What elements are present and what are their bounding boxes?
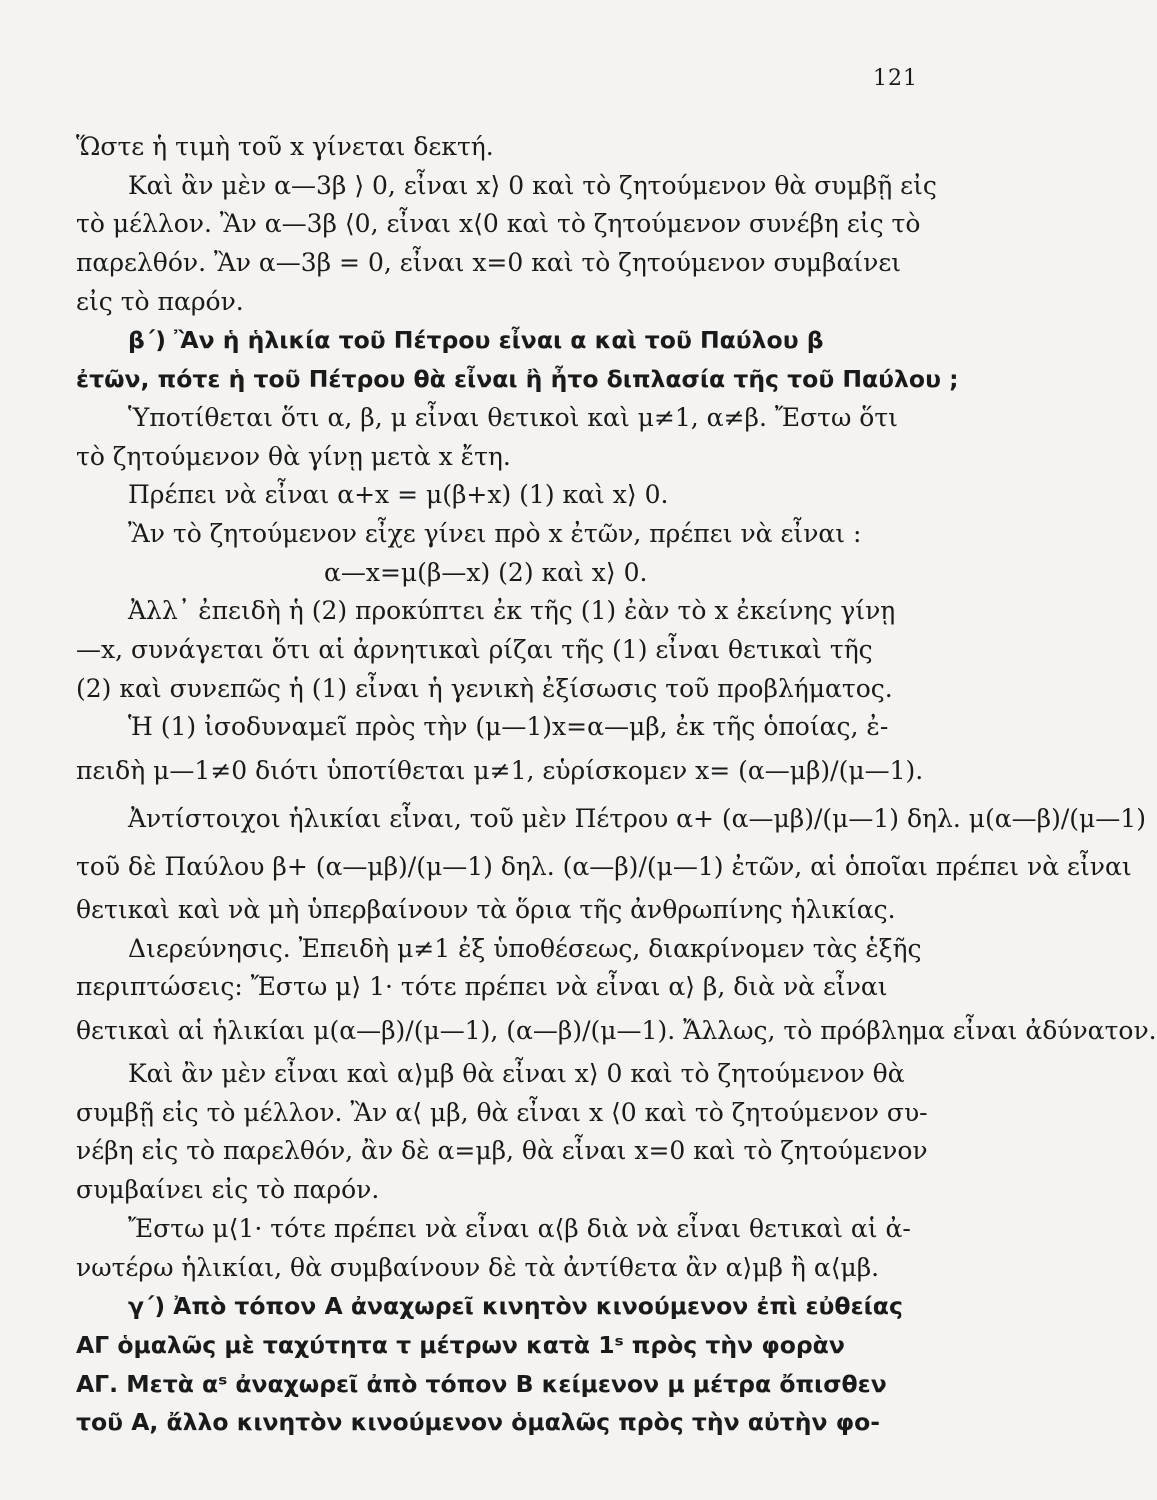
text-line-5: εἰς τὸ παρόν. (76, 286, 244, 316)
solution-x-line: πειδὴ μ—1≠0 διότι ὑποτίθεται μ≠1, εὑρίσκομεν x= (α—μβ)/(μ—1). (76, 756, 924, 785)
discussion-line-3: θετικαὶ αἱ ἡλικίαι μ(α—β)/(μ—1), (α—β)/(μ—1). Ἄλλως, τὸ πρόβλημα εἶναι ἀδύνατον. (76, 1016, 1157, 1046)
text-line-15: (2) καὶ συνεπῶς ἡ (1) εἶναι ἡ γενικὴ ἐξίσωσις τοῦ προβλήματος. (76, 673, 893, 703)
text-line-4: παρελθόν. Ἂν α—3β = 0, εἶναι x=0 καὶ τὸ ζητούμενον συμβαίνει (76, 248, 902, 278)
text-line-2: Καὶ ἂν μὲν α—3β ⟩ 0, εἶναι x⟩ 0 καὶ τὸ ζητούμενον θὰ συμβῇ εἰς (128, 170, 937, 200)
problem-b-line-1: β΄) Ἂν ἡ ἡλικία τοῦ Πέτρου εἶναι α καὶ τοῦ Παύλου β (128, 326, 824, 355)
text-line-13: Ἀλλ᾽ ἐπειδὴ ἡ (2) προκύπτει ἐκ τῆς (1) ἐὰν τὸ x ἐκείνης γίνῃ (128, 596, 896, 626)
ages-peter-line: Ἀντίστοιχοι ἡλικίαι εἶναι, τοῦ μὲν Πέτρου α+ (α—μβ)/(μ—1) δηλ. μ(α—β)/(μ—1) (128, 804, 1146, 833)
text-line-16: Ἡ (1) ἰσοδυναμεῖ πρὸς τὴν (μ—1)x=α—μβ, ἐκ τῆς ὁποίας, ἐ- (128, 712, 889, 742)
ages-paul-line: τοῦ δὲ Παύλου β+ (α—μβ)/(μ—1) δηλ. (α—β)/(μ—1) ἐτῶν, αἱ ὁποῖαι πρέπει νὰ εἶναι (76, 852, 1132, 881)
text-line-1: Ὥστε ἡ τιμὴ τοῦ x γίνεται δεκτή. (76, 132, 494, 161)
problem-c-line-2: ΑΓ ὁμαλῶς μὲ ταχύτητα τ μέτρων κατὰ 1ˢ πρὸς τὴν φορὰν (76, 1330, 845, 1359)
text-line-14: —x, συνάγεται ὅτι αἱ ἀρνητικαὶ ρίζαι τῆς (1) εἶναι θετικαὶ τῆς (76, 634, 873, 664)
text-line-25: συμβῇ εἰς τὸ μέλλον. Ἂν α⟨ μβ, θὰ εἶναι x ⟨0 καὶ τὸ ζητούμενον συ- (76, 1097, 928, 1127)
text-line-11: Ἂν τὸ ζητούμενον εἶχε γίνει πρὸ x ἐτῶν, πρέπει νὰ εἶναι : (128, 518, 862, 548)
text-line-3: τὸ μέλλον. Ἂν α—3β ⟨0, εἶναι x⟨0 καὶ τὸ ζητούμενον συνέβη εἰς τὸ (76, 209, 921, 239)
problem-c-line-1: γ΄) Ἀπὸ τόπον Α ἀναχωρεῖ κινητὸν κινούμενον ἐπὶ εὐθείας (128, 1292, 903, 1321)
discussion-line-2: περιπτώσεις: Ἔστω μ⟩ 1· τότε πρέπει νὰ εἶναι α⟩ β, διὰ νὰ εἶναι (76, 972, 888, 1002)
equation-2-line: α—x=μ(β—x) (2) καὶ x⟩ 0. (324, 557, 648, 587)
text-line-8: Ὑποτίθεται ὅτι α, β, μ εἶναι θετικοὶ καὶ μ≠1, α≠β. Ἔστω ὅτι (128, 402, 898, 432)
text-line-20: θετικαὶ καὶ νὰ μὴ ὑπερβαίνουν τὰ ὅρια τῆς ἀνθρωπίνης ἡλικίας. (76, 895, 896, 924)
text-line-24: Καὶ ἂν μὲν εἶναι καὶ α⟩μβ θὰ εἶναι x⟩ 0 καὶ τὸ ζητούμενον θὰ (128, 1059, 905, 1089)
problem-b-line-2: ἐτῶν, πότε ἡ τοῦ Πέτρου θὰ εἶναι ἢ ἦτο διπλασία τῆς τοῦ Παύλου ; (76, 365, 959, 394)
page-text (76, 128, 1157, 1442)
equation-1-line: Πρέπει νὰ εἶναι α+x = μ(β+x) (1) καὶ x⟩ 0. (128, 480, 669, 510)
text-line-9: τὸ ζητούμενον θὰ γίνῃ μετὰ x ἔτη. (76, 441, 511, 471)
discussion-line-1: Διερεύνησις. Ἐπειδὴ μ≠1 ἐξ ὑποθέσεως, διακρίνομεν τὰς ἑξῆς (128, 933, 922, 963)
page-number: 121 (873, 66, 918, 91)
text-line-28: Ἔστω μ⟨1· τότε πρέπει νὰ εἶναι α⟨β διὰ νὰ εἶναι θετικαὶ αἱ ἀ- (128, 1213, 911, 1243)
problem-c-line-3: ΑΓ. Μετὰ αˢ ἀναχωρεῖ ἀπὸ τόπον Β κείμενον μ μέτρα ὄπισθεν (76, 1369, 887, 1398)
problem-c-line-4: τοῦ Α, ἄλλο κινητὸν κινούμενον ὁμαλῶς πρὸς τὴν αὐτὴν φο- (76, 1408, 880, 1437)
text-line-27: συμβαίνει εἰς τὸ παρόν. (76, 1175, 380, 1205)
text-line-29: νωτέρω ἡλικίαι, θὰ συμβαίνουν δὲ τὰ ἀντίθετα ἂν α⟩μβ ἢ α⟨μβ. (76, 1252, 880, 1282)
text-line-26: νέβη εἰς τὸ παρελθόν, ἂν δὲ α=μβ, θὰ εἶναι x=0 καὶ τὸ ζητούμενον (76, 1136, 928, 1166)
